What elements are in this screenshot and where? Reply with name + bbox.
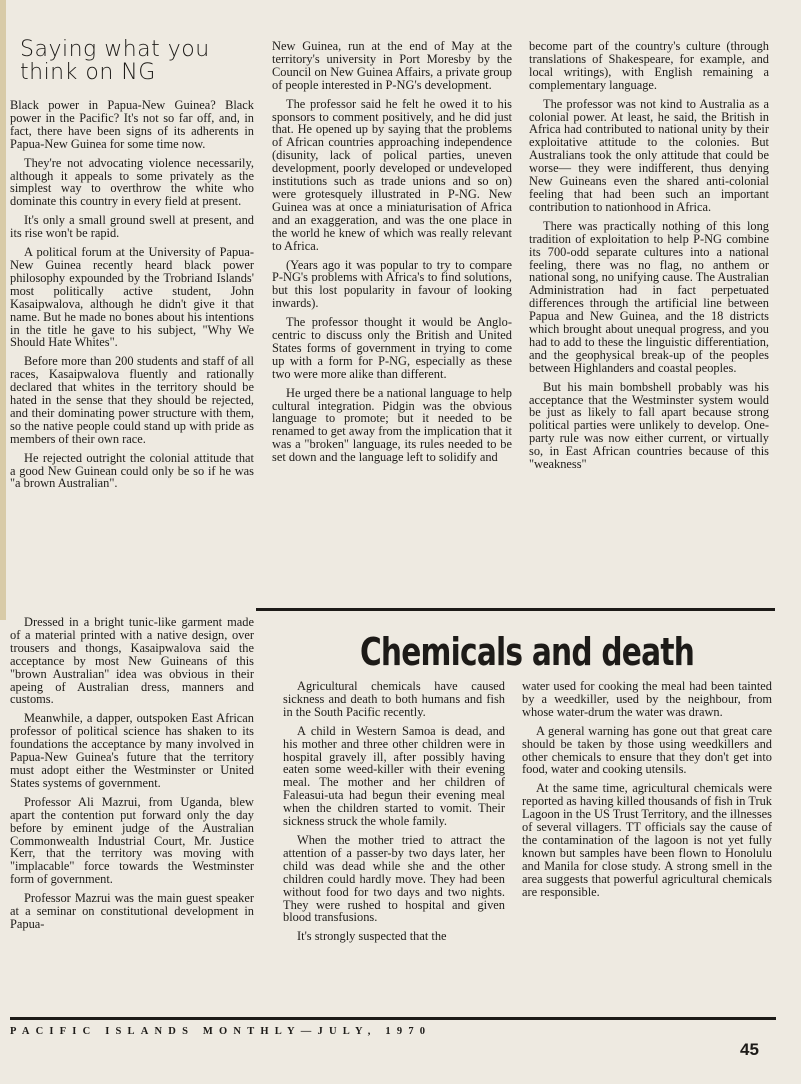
- paragraph: The professor thought it would be Anglo-centric to discuss only the British and United States forms of government in trying to come up with a form for P-NG, especially as these two were more alike than different.: [272, 315, 512, 381]
- paragraph: There was practically nothing of this long tradition of exploitation to help P-NG combine its 700-odd separate cultures into a national feeling, there was no flag, no anthem or national song, no unifying cause. The Australian Administration had in fact perpetuated differences through the artificial line between Papua and New Guinea, and the 18 districts which brought about unequal progress, and you had to add to these the linguistic differentiation, and the geophysical break-up of the peoples between Highlanders and coastal peoples.: [529, 218, 769, 375]
- page-edge-shading: [0, 0, 6, 620]
- article-column-1-continued: [10, 616, 254, 937]
- paragraph: But his main bombshell probably was his acceptance that the Westminster system would be just as likely to fall apart because strong political parties were unlikely to develop. One-party rule was now either current, or virtually so, in East African countries because of this "weakness": [529, 379, 769, 472]
- paragraph: (Years ago it was popular to try to compare P-NG's problems with Africa's to find solutions, but this lost popularity in favour of looking inwards).: [272, 257, 512, 311]
- paragraph: A general warning has gone out that great care should be taken by those using weedkillers and other chemicals to ensure that they don't get into food, water and cooking utensils.: [522, 723, 772, 777]
- paragraph: Professor Mazrui was the main guest speaker at a seminar on constitutional development in Papua-: [10, 891, 254, 931]
- footer-rule: [10, 1017, 776, 1020]
- article-headline: Saying what you think on NG: [20, 37, 210, 85]
- paragraph: A political forum at the University of Papua-New Guinea recently heard black power philosophy expounded by the Trobriand Islands' most politically active student, John Kasaipwalova, although he didn't give it that name. But he made no bones about his intentions in the title he gave to his subject, "Why We Should Hate Whites".: [10, 245, 254, 350]
- paragraph: Professor Ali Mazrui, from Uganda, blew apart the contention put forward only the day before by eminent judge of the Australian Commonwealth Industrial Court, Mr. Justice Kerr, that the territory was moving with "implacable" force towards the Westminster form of government.: [10, 794, 254, 887]
- paragraph: Black power in Papua-New Guinea? Black power in the Pacific? It's not so far off, and, in fact, there have been signs of its adherents in Papua-New Guinea for some time now.: [10, 98, 254, 151]
- chemicals-column-1: [283, 680, 505, 949]
- paragraph: Meanwhile, a dapper, outspoken East African professor of political science has shaken to its foundations the acceptance by many involved in Papua-New Guinea's future that the territory must adopt either the Westminster or United States systems of government.: [10, 711, 254, 790]
- paragraph: Before more than 200 students and staff of all races, Kasaipwalova fluently and rationally declared that whites in the territory should be hated in the sense that they should be rejected, and their dominating power structure with them, so the native people could stand up with pride as members of their own race.: [10, 354, 254, 446]
- paragraph: At the same time, agricultural chemicals were reported as having killed thousands of fish in Truk Lagoon in the US Trust Territory, and the illnesses of several villagers. TT officials say the cause of the contamination of the lagoon is not yet fully known but samples have been flown to Honolulu and Manila for close study. A strong smell in the area suggests that powerful agricultural chemicals are responsible.: [522, 781, 772, 899]
- paragraph: The professor was not kind to Australia as a colonial power. At least, he said, the British in Africa had contributed to national unity by their exploitative attitude to the colonies. But Australians took the only attitude that could be worse— they were indifferent, thus denying New Guineans even the shared anti-colonial feeling that had been such an important contribution to nationhood in Africa.: [529, 96, 769, 214]
- paragraph: Dressed in a bright tunic-like garment made of a material printed with a native design, over trousers and thongs, Kasaipwalova said the acceptance by most New Guineans of this "brown Australian" idea was obvious in their apeing of Australian dress, manners and customs.: [10, 615, 254, 707]
- page-number: 45: [740, 1040, 759, 1059]
- section-divider: [256, 608, 775, 611]
- paragraph: The professor said he felt he owed it to his sponsors to comment positively, and he did just that. He opened up by saying that the problems of African countries approaching independence (disunity, lack of polical parties, uneven development, poorly developed or undeveloped institutions such as trade unions and so on) were grotesquely illustrated in P-NG. New Guinea was at once a miniaturisation of Africa and an exaggeration, and was the one place in the world he knew of which was really relevant to Africa.: [272, 96, 512, 253]
- article-column-1: [10, 99, 254, 496]
- paragraph: It's only a small ground swell at present, and its rise won't be rapid.: [10, 213, 254, 241]
- chemicals-column-2: [522, 680, 772, 905]
- article-column-3: [529, 40, 769, 477]
- paragraph: Agricultural chemicals have caused sickness and death to both humans and fish in the South Pacific recently.: [283, 679, 505, 719]
- article-headline-chemicals: Chemicals and death: [359, 630, 695, 674]
- paragraph: A child in Western Samoa is dead, and his mother and three other children were in hospital gravely ill, after possibly having eaten some weed-killer with their evening meal. The mother and her children of Faleasui-uta had begun their evening meal when the children started to vomit. Their sickness struck the whole family.: [283, 723, 505, 829]
- paragraph: They're not advocating violence necessarily, although it appeals to some privately as the simplest way to overthrow the white who dominate this country in every field at present.: [10, 155, 254, 209]
- paragraph: water used for cooking the meal had been tainted by a weedkiller, used by the neighbour, from whose water-drum the water was drawn.: [522, 679, 772, 719]
- running-footer: PACIFIC ISLANDS MONTHLY—JULY, 1970: [10, 1026, 432, 1037]
- paragraph: He rejected outright the colonial attitude that a good New Guinean could only be so if he was "a brown Australian".: [10, 450, 254, 491]
- paragraph: It's strongly suspected that the: [297, 929, 447, 944]
- paragraph: He urged there be a national language to help cultural integration. Pidgin was the obvious language to promote; but it needed to be renamed to get away from the implication that it was a "broken" language, its rules needed to be set down and the language left to solidify and: [272, 385, 512, 465]
- paragraph: become part of the country's culture (through translations of Shakespeare, for example, and local writings), with English remaining a complementary language.: [529, 39, 769, 92]
- article-column-2: [272, 40, 512, 470]
- paragraph: When the mother tried to attract the attention of a passer-by two days later, her child was dead while she and the other children could hardly move. They had been without food for two days and two nights. They were rushed to hospital and given blood transfusions.: [283, 832, 505, 925]
- paragraph: New Guinea, run at the end of May at the territory's university in Port Moresby by the Council on New Guinea Affairs, a private group of people interested in P-NG's development.: [272, 39, 512, 92]
